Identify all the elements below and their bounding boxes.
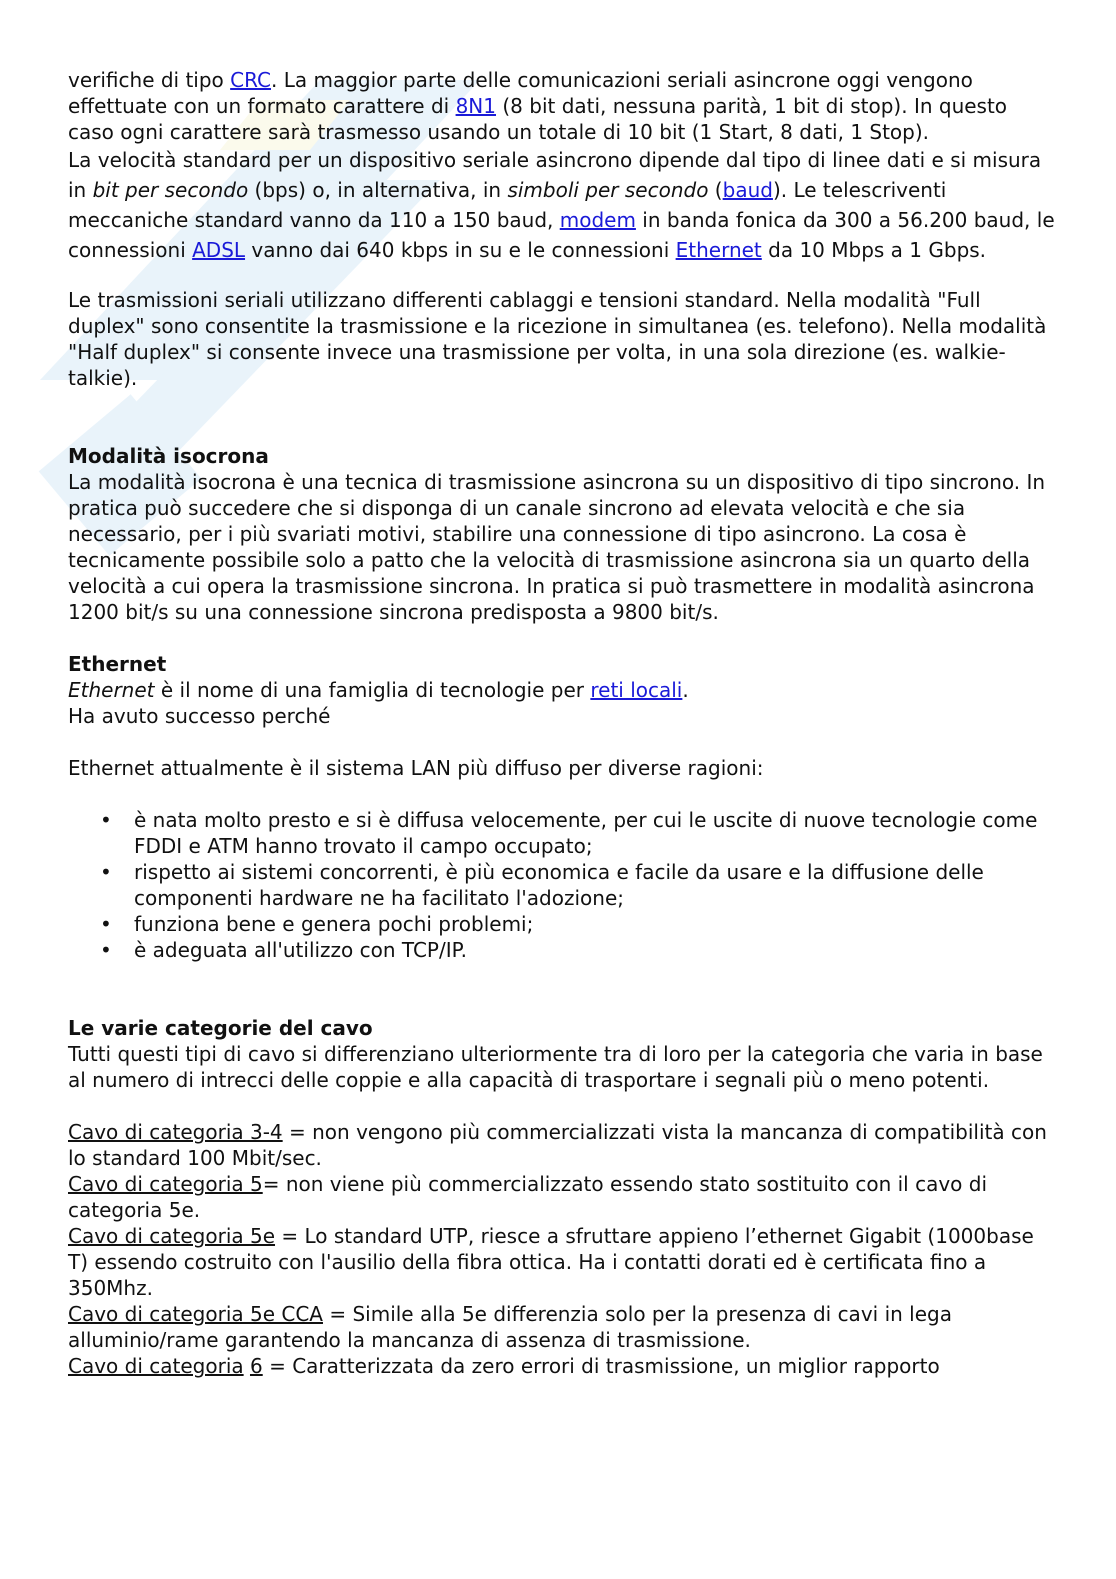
link-modem[interactable]: modem [559, 208, 636, 232]
list-item: • è adeguata all'utilizzo con TCP/IP. [134, 937, 1058, 963]
category-label: Cavo di categoria 5e CCA [68, 1302, 323, 1326]
text: in banda fonica da 300 a 56.200 baud, le connessioni [68, 208, 1055, 262]
text: ). Le telescriventi meccaniche standard vanno da 110 a 150 baud, [68, 178, 947, 232]
text: vanno dai 640 kbps in su e le connessioni [245, 238, 676, 262]
text: = non viene più commercializzato essendo stato sostituito con il cavo di categoria 5e. [68, 1172, 988, 1222]
paragraph-categorie: Tutti questi tipi di cavo si differenziano ulteriormente tra di loro per la categoria che varia in base al numero di intrecci delle coppie e alla capacità di trasportare i segnali più o meno potenti. [68, 1042, 1043, 1092]
cable-category-3-4 [68, 1119, 1058, 1171]
paragraph-serial-speed [68, 145, 1058, 265]
text: . [682, 678, 689, 702]
emphasis-bps: bit per secondo [92, 178, 249, 202]
heading-ethernet: Ethernet [68, 652, 167, 676]
text: = Simile alla 5e differenzia solo per la presenza di cavi in lega alluminio/rame garantendo la mancanza di assenza di trasmissione. [68, 1302, 952, 1352]
emphasis-baud: simboli per secondo [507, 178, 709, 202]
emphasis-ethernet: Ethernet [68, 678, 155, 702]
text: = Caratterizzata da zero errori di trasmissione, un miglior rapporto [262, 1354, 940, 1378]
list-item: • è nata molto presto e si è diffusa velocemente, per cui le uscite di nuove tecnologie come FDDI e ATM hanno trovato il campo occupato; [134, 807, 1058, 859]
document-page [68, 67, 1058, 1379]
paragraph-ethernet-intro: Ethernet attualmente è il sistema LAN più diffuso per diverse ragioni: [68, 756, 764, 780]
paragraph-ethernet-success: Ha avuto successo perché [68, 704, 331, 728]
cable-category-6 [68, 1353, 1058, 1379]
heading-isocrona: Modalità isocrona [68, 444, 269, 468]
text: verifiche di tipo [68, 68, 231, 92]
cable-category-5 [68, 1171, 1058, 1223]
text: La velocità standard per un dispositivo seriale asincrono dipende dal tipo di linee dati e si misura in [68, 148, 1042, 202]
text: = Lo standard UTP, riesce a sfruttare appieno l’ethernet Gigabit (1000base T) essendo costruito con l'ausilio della fibra ottica. Ha i contatti dorati ed è certificata fino a 350Mhz. [68, 1224, 1034, 1300]
text: (8 bit dati, nessuna parità, 1 bit di stop). In questo caso ogni carattere sarà trasmesso usando un totale di 10 bit (1 Start, 8 dati, 1 Stop). [68, 94, 1008, 144]
category-label: Cavo di categoria 3-4 [68, 1120, 283, 1144]
category-label: Cavo di categoria 5 [68, 1172, 263, 1196]
link-baud[interactable]: baud [722, 178, 773, 202]
text: . La maggior parte delle comunicazioni seriali asincrone oggi vengono effettuate con un formato carattere di [68, 68, 973, 118]
heading-categorie: Le varie categorie del cavo [68, 1016, 373, 1040]
paragraph-isocrona: La modalità isocrona è una tecnica di trasmissione asincrona su un dispositivo di tipo sincrono. In pratica può succedere che si disponga di un canale sincrono ad elevata velocità e che sia necessario, per i più svariati motivi, stabilire una connessione di tipo asincrono. La cosa è tecnicamente possibile solo a patto che la velocità di trasmissione asincrona sia un quarto della velocità a cui opera la trasmissione sincrona. In pratica si può trasmettere in modalità asincrona 1200 bit/s su una connessione sincrona predisposta a 9800 bit/s. [68, 470, 1046, 624]
list-item: • rispetto ai sistemi concorrenti, è più economica e facile da usare e la diffusione delle componenti hardware ne ha facilitato l'adozione; [134, 859, 1058, 911]
category-label: Cavo di categoria [68, 1354, 244, 1378]
text: da 10 Mbps a 1 Gbps. [761, 238, 987, 262]
text: = non vengono più commercializzati vista la mancanza di compatibilità con lo standard 100 Mbit/sec. [68, 1120, 1047, 1170]
category-label: Cavo di categoria 5e [68, 1224, 276, 1248]
list-item: • funziona bene e genera pochi problemi; [134, 911, 1058, 937]
link-crc[interactable]: CRC [230, 68, 271, 92]
paragraph-serial-format [68, 67, 1058, 145]
link-8n1[interactable]: 8N1 [455, 94, 496, 118]
link-reti-locali[interactable]: reti locali [590, 678, 683, 702]
text: (bps) o, in alternativa, in [248, 178, 508, 202]
cable-category-5e [68, 1223, 1058, 1301]
ethernet-reasons-list [68, 807, 1058, 963]
link-ethernet[interactable]: Ethernet [675, 238, 762, 262]
cable-category-5e-cca [68, 1301, 1058, 1353]
text: è il nome di una famiglia di tecnologie per [154, 678, 591, 702]
paragraph-duplex: Le trasmissioni seriali utilizzano differenti cablaggi e tensioni standard. Nella modalità "Full duplex" sono consentite la trasmissione e la ricezione in simultanea (es. telefono). Nella modalità "Half duplex" si consente invece una trasmissione per volta, in una sola direzione (es. walkie-talkie). [68, 288, 1047, 390]
text: ( [708, 178, 723, 202]
category-number: 6 [249, 1354, 263, 1378]
link-adsl[interactable]: ADSL [192, 238, 246, 262]
paragraph-ethernet-def [68, 677, 1058, 703]
